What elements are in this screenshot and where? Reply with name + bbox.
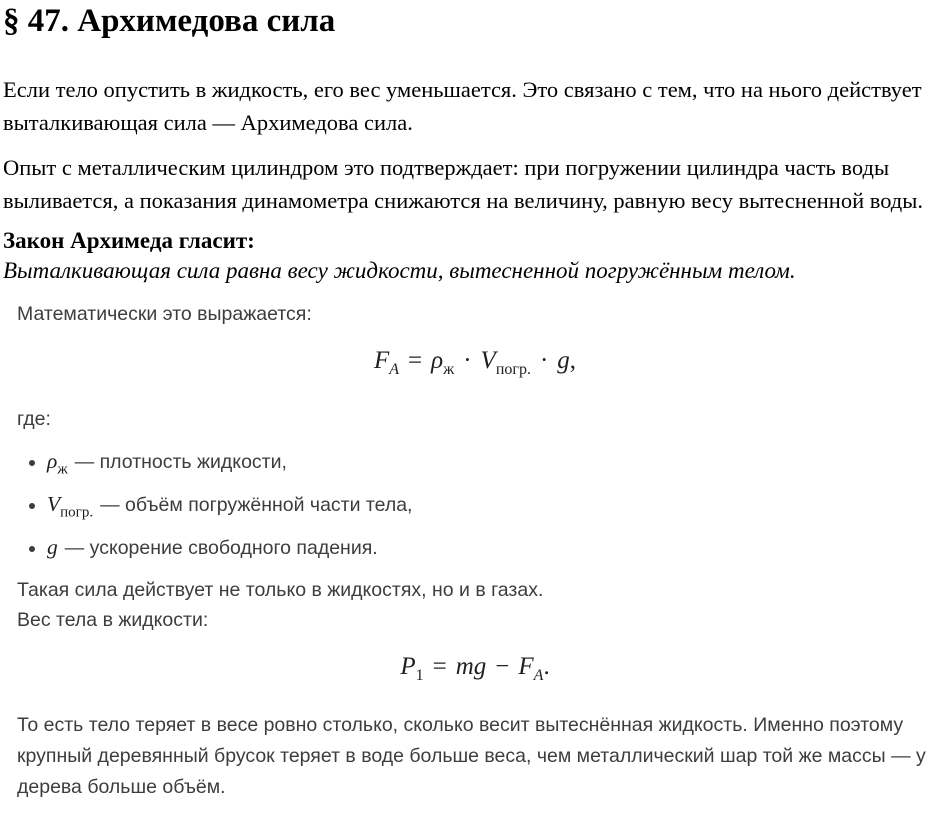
minus-sign: −: [495, 653, 510, 680]
formula-sub-zh: ж: [443, 361, 455, 378]
equals-sign: =: [432, 653, 447, 680]
symbol-rho: $\rho_ж$: [47, 449, 68, 478]
paragraph-experiment: Опыт с металлическим цилиндром это подтверждает: при погружении цилиндра часть воды выливается, а показания динамометра снижаются на величину, равную весу вытесненной воды.: [3, 155, 923, 213]
law-statement: Выталкивающая сила равна весу жидкости, вытесненной погружённым телом.: [3, 258, 796, 283]
definition-text: — объём погружённой части тела,: [100, 494, 413, 516]
symbol-g: g: [47, 535, 58, 559]
multiplication-dot: ·: [539, 347, 549, 374]
formula-term-fa: F: [518, 653, 534, 680]
conclusion-paragraph: То есть тело теряет в весе ровно столько, сколько весит вытеснённая жидкость. Именно поэтому крупный деревянный брусок теряет в воде больше веса, чем металлический шар той же массы — у дерева больше объём.: [17, 714, 926, 798]
definition-text: — плотность жидкости,: [74, 451, 287, 473]
gases-note: Такая сила действует не только в жидкостях, но и в газах.: [17, 579, 544, 601]
formula-term-g: g: [557, 347, 570, 374]
where-label: где:: [17, 408, 51, 430]
formula-period: .: [543, 653, 550, 680]
definition-text: — ускорение свободного падения.: [64, 537, 378, 559]
formula-term-p: P: [400, 653, 416, 680]
weight-intro: Вес тела в жидкости:: [17, 609, 209, 631]
paragraph-intro: Если тело опустить в жидкость, его вес уменьшается. Это связано с тем, что на нього действует выталкивающая сила — Архимедова сила.: [3, 77, 922, 135]
formula-sub-a: A: [533, 667, 544, 684]
formula-term-mg: mg: [455, 653, 487, 680]
formula-sub-a: A: [389, 361, 400, 378]
math-intro: Математически это выражается:: [17, 303, 312, 325]
law-heading: Закон Архимеда гласит:: [3, 228, 255, 253]
multiplication-dot: ·: [463, 347, 472, 374]
formula-term-v: V: [480, 347, 496, 374]
definition-list: [17, 446, 933, 563]
list-item: [47, 532, 933, 563]
page-title: § 47. Архимедова сила: [3, 3, 336, 39]
symbol-v: $V_{погр.}$: [47, 492, 94, 521]
formula-term-rho: ρ: [431, 347, 444, 374]
formula-term-fa: F: [373, 347, 390, 374]
formula-comma: ,: [569, 347, 577, 374]
formula-sub-1: 1: [415, 667, 424, 684]
list-item: [47, 489, 933, 520]
formula-sub-pogr: погр.: [495, 361, 531, 378]
equals-sign: =: [408, 347, 423, 374]
explanation-block: [17, 299, 933, 803]
formula-weight-in-liquid: [17, 650, 933, 684]
list-item: [47, 446, 933, 477]
formula-archimedes-force: [17, 344, 933, 378]
